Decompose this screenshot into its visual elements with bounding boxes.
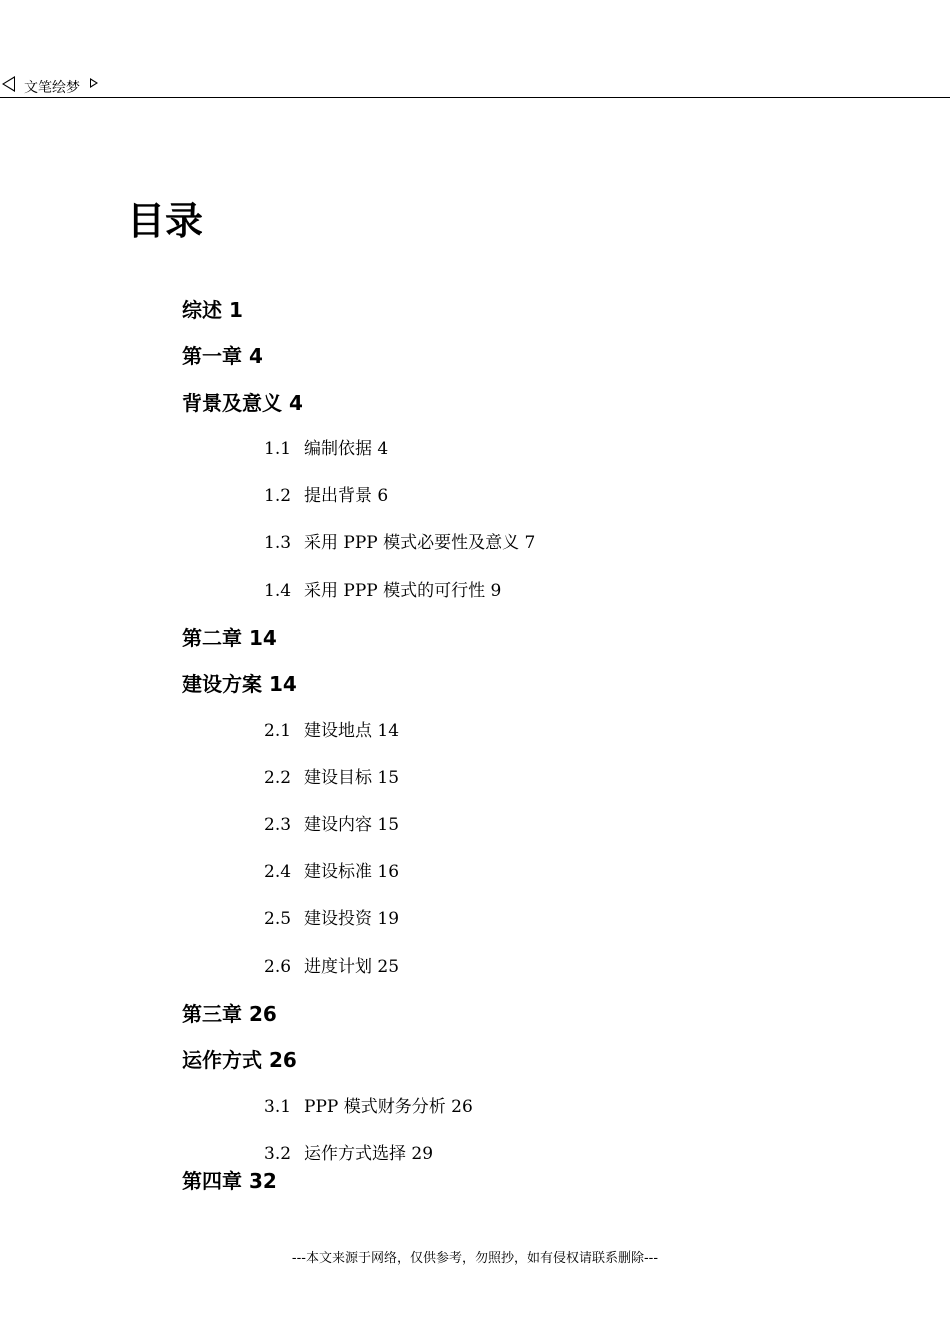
toc-entry-2-5[interactable] xyxy=(264,904,399,929)
page-header xyxy=(0,72,950,98)
toc-entry-number: 2.6 xyxy=(264,957,292,977)
toc-entry-text: 运作方式选择 29 xyxy=(304,1144,434,1164)
toc-entry-2-4[interactable] xyxy=(264,857,399,882)
toc-entry-chapter-1[interactable]: 第一章 4 xyxy=(182,344,263,368)
toc-entry-text: 采用 PPP 模式的可行性 9 xyxy=(304,581,502,601)
toc-title: 目录 xyxy=(127,199,204,243)
toc-entry-3-1[interactable] xyxy=(264,1092,473,1117)
toc-entry-3-2[interactable] xyxy=(264,1139,433,1164)
toc-entry-text: 编制依据 4 xyxy=(304,439,389,459)
toc-entry-text: PPP 模式财务分析 26 xyxy=(304,1097,473,1117)
toc-entry-background[interactable]: 背景及意义 4 xyxy=(182,391,303,415)
toc-entry-text: 提出背景 6 xyxy=(304,486,389,506)
toc-entry-text: 建设地点 14 xyxy=(304,721,400,741)
toc-entry-number: 1.1 xyxy=(264,439,292,459)
toc-entry-number: 2.3 xyxy=(264,815,292,835)
toc-entry-number: 3.1 xyxy=(264,1097,292,1117)
toc-entry-number: 2.2 xyxy=(264,768,292,788)
toc-entry-text: 建设投资 19 xyxy=(304,909,400,929)
triangle-right-icon xyxy=(90,78,98,88)
toc-entry-number: 2.4 xyxy=(264,862,292,882)
toc-entry-operation-mode[interactable]: 运作方式 26 xyxy=(182,1048,297,1072)
toc-entry-number: 1.2 xyxy=(264,486,292,506)
toc-entry-2-1[interactable] xyxy=(264,716,399,741)
toc-entry-number: 1.4 xyxy=(264,581,292,601)
toc-entry-1-1[interactable] xyxy=(264,434,388,459)
toc-entry-text: 建设标准 16 xyxy=(304,862,400,882)
toc-entry-text: 进度计划 25 xyxy=(304,957,400,977)
toc-entry-1-4[interactable] xyxy=(264,576,501,601)
toc-entry-chapter-4[interactable]: 第四章 32 xyxy=(182,1169,277,1193)
toc-entry-text: 采用 PPP 模式必要性及意义 7 xyxy=(304,533,536,553)
header-divider xyxy=(0,97,950,98)
toc-entry-chapter-3[interactable]: 第三章 26 xyxy=(182,1002,277,1026)
toc-entry-number: 3.2 xyxy=(264,1144,292,1164)
toc-entry-number: 1.3 xyxy=(264,533,292,553)
toc-entry-2-3[interactable] xyxy=(264,810,399,835)
toc-entry-text: 建设内容 15 xyxy=(304,815,400,835)
toc-entry-2-2[interactable] xyxy=(264,763,399,788)
toc-entry-1-2[interactable] xyxy=(264,481,388,506)
toc-entry-text: 建设目标 15 xyxy=(304,768,400,788)
header-brand: 文笔绘梦 xyxy=(24,80,80,96)
toc-entry-construction-plan[interactable]: 建设方案 14 xyxy=(182,672,297,696)
page-footer-disclaimer: ---本文来源于网络，仅供参考，勿照抄，如有侵权请联系删除--- xyxy=(291,1251,659,1266)
triangle-left-icon xyxy=(2,76,15,92)
toc-entry-number: 2.1 xyxy=(264,721,292,741)
toc-entry-overview[interactable]: 综述 1 xyxy=(182,298,243,322)
toc-entry-chapter-2[interactable]: 第二章 14 xyxy=(182,626,277,650)
toc-entry-number: 2.5 xyxy=(264,909,292,929)
toc-entry-1-3[interactable] xyxy=(264,528,535,553)
toc-entry-2-6[interactable] xyxy=(264,952,399,977)
